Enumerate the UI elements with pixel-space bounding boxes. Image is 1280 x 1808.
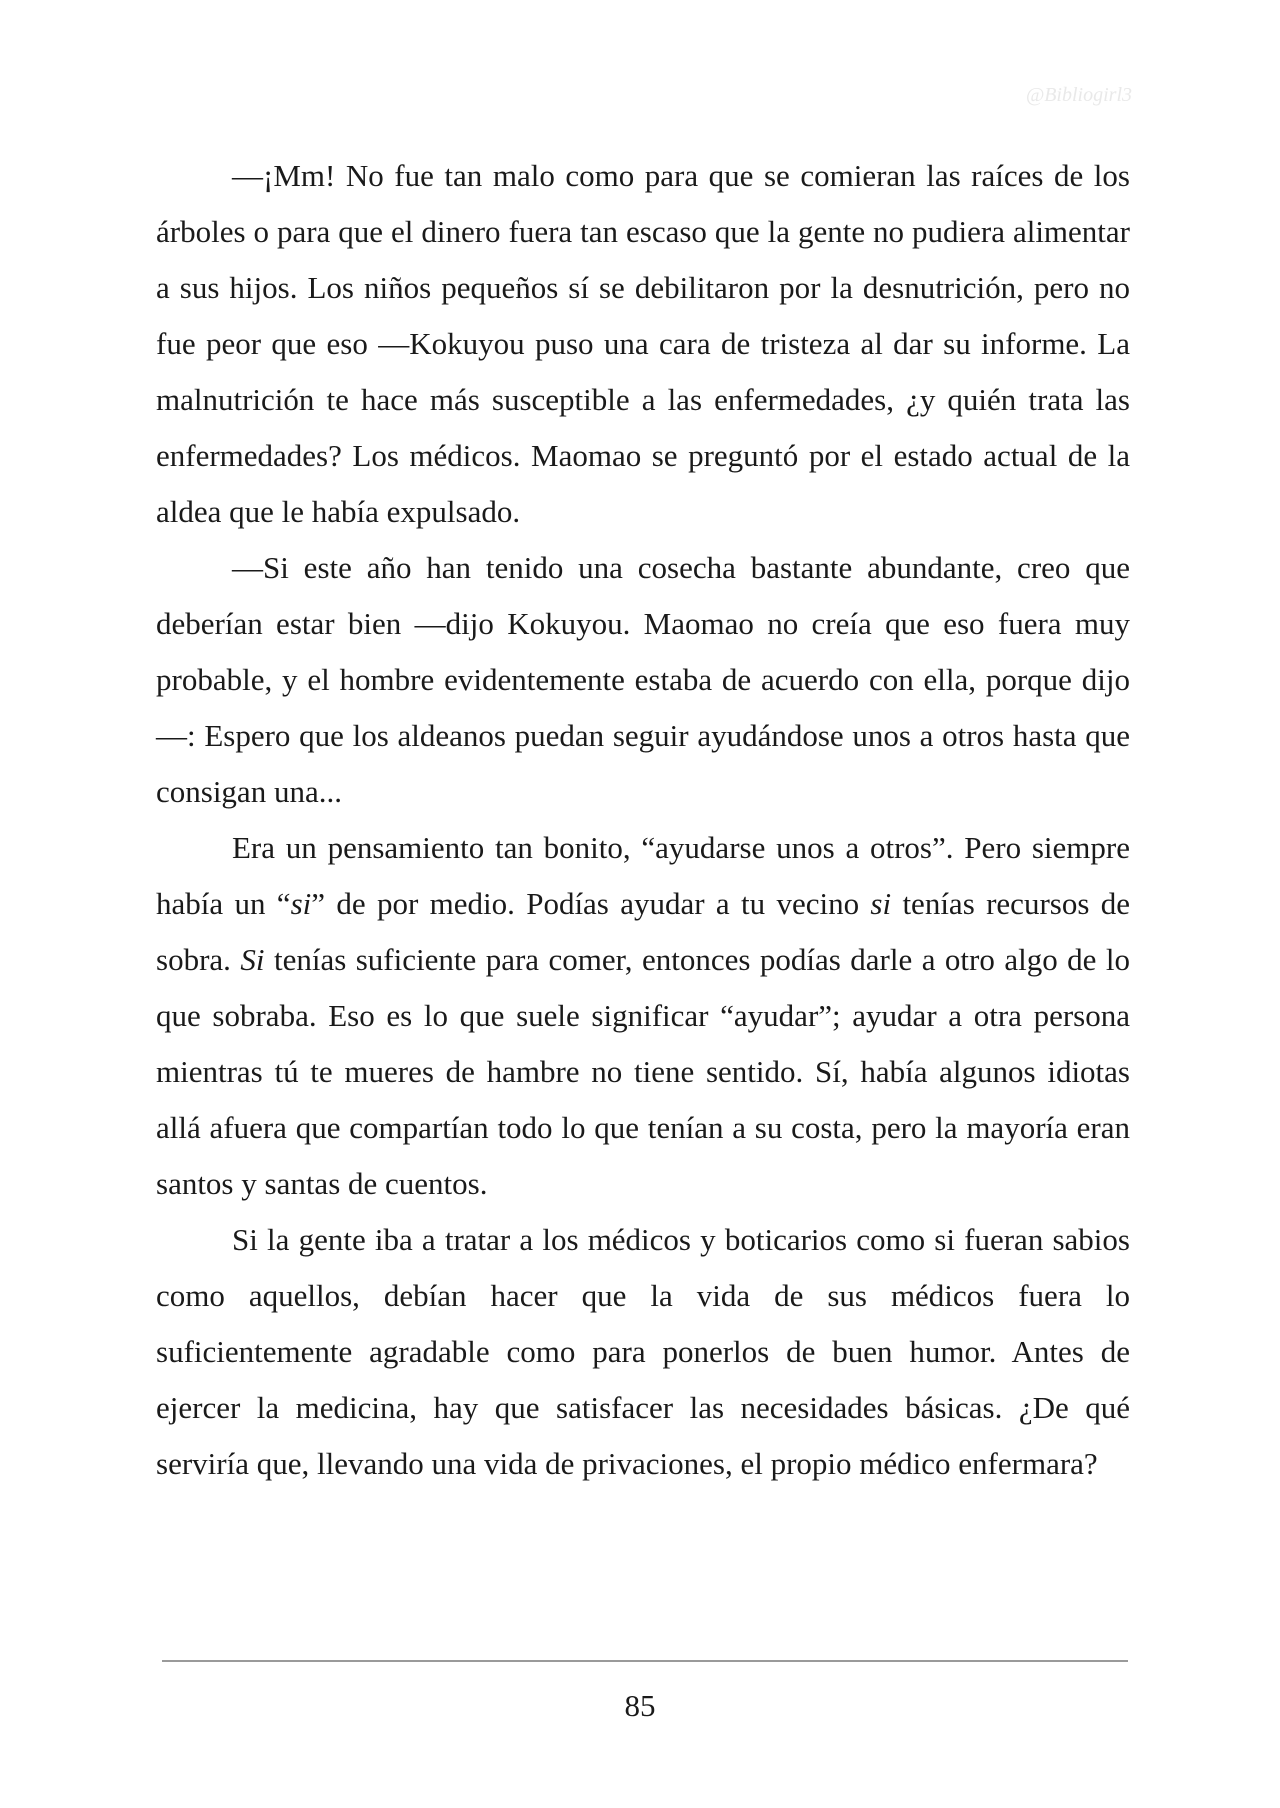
text-run: ” de por medio. Podías ayudar a tu vecino <box>311 886 871 921</box>
italic-text: si <box>870 886 892 921</box>
italic-text: Si <box>240 942 265 977</box>
footer-divider <box>162 1660 1128 1662</box>
text-run: Si la gente iba a tratar a los médicos y boticarios como si fueran sabios como aquellos, debían hacer que la vida de sus médicos fuera lo suficientemente agradable como para ponerlos de buen humor. Antes de ejercer la medicina, hay que satisfacer las necesidades básicas. ¿De qué serviría que, llevando una vida de privaciones, el propio médico enfermara? <box>156 1222 1130 1481</box>
text-run: —¡Mm! No fue tan malo como para que se comieran las raíces de los árboles o para que el dinero fuera tan escaso que la gente no pudiera alimentar a sus hijos. Los niños pequeños sí se debilitaron por la desnutrición, pero no fue peor que eso —Kokuyou puso una cara de tristeza al dar su informe. La malnutrición te hace más susceptible a las enfermedades, ¿y quién trata las enfermedades? Los médicos. Maomao se preguntó por el estado actual de la aldea que le había expulsado. <box>156 158 1130 529</box>
paragraph <box>156 1212 1130 1492</box>
page-number: 85 <box>624 1688 656 1723</box>
paragraph <box>156 820 1130 1212</box>
text-run: tenías suficiente para comer, entonces podías darle a otro algo de lo que sobraba. Eso es lo que suele significar “ayudar”; ayudar a otra persona mientras tú te mueres de hambre no tiene sentido. Sí, había algunos idiotas allá afuera que compartían todo lo que tenían a su costa, pero la mayoría eran santos y santas de cuentos. <box>156 942 1130 1201</box>
italic-text: si <box>290 886 312 921</box>
watermark: @Bibliogirl3 <box>1025 84 1132 106</box>
text-run: —Si este año han tenido una cosecha bastante abundante, creo que deberían estar bien —dijo Kokuyou. Maomao no creía que eso fuera muy probable, y el hombre evidentemente estaba de acuerdo con ella, porque dijo—: Espero que los aldeanos puedan seguir ayudándose unos a otros hasta que consigan una... <box>156 550 1130 809</box>
text-run: Era un pensamiento tan bonito, “ayudarse unos a otros”. Pero siempre había un “ <box>156 830 1130 921</box>
paragraph <box>156 148 1130 540</box>
body-text <box>156 148 1130 1492</box>
text-run: tenías recursos de sobra. <box>156 886 1130 977</box>
paragraph <box>156 540 1130 820</box>
